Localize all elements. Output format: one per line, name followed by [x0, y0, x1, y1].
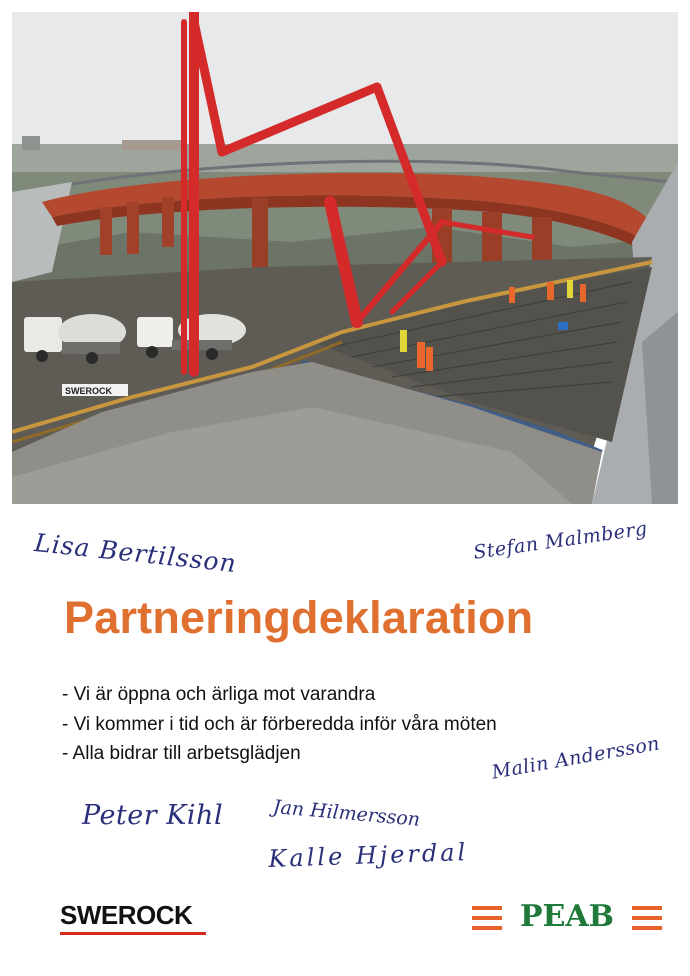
signature-peter-kihl: Peter Kihl — [82, 800, 224, 831]
swerock-logo-bar — [60, 932, 206, 935]
photo-sign: SWEROCK — [65, 386, 112, 396]
signature-malin-andersson: Malin Andersson — [490, 732, 662, 784]
signature-jan-hilmersson: Jan Hilmersson — [272, 796, 421, 831]
swerock-logo-text: SWEROCK — [60, 900, 193, 930]
swerock-logo — [60, 900, 206, 936]
page-title: Partneringdeklaration — [64, 592, 534, 643]
declaration-list — [62, 680, 497, 769]
signature-kalle-hjerdal: Kalle Hjerdal — [268, 838, 469, 873]
construction-photo — [12, 12, 678, 504]
declaration-point: - Alla bidrar till arbetsglädjen — [62, 743, 301, 764]
declaration-point: - Vi är öppna och ärliga mot varandra — [62, 684, 376, 705]
peab-logo — [472, 899, 662, 934]
signature-lisa-bertilsson: Lisa Bertilsson — [32, 528, 239, 579]
signature-stefan-malmberg: Stefan Malmberg — [472, 517, 649, 564]
peab-logo-text: PEAB — [502, 900, 632, 934]
declaration-point: - Vi kommer i tid och är förberedda inför våra möten — [62, 713, 497, 735]
